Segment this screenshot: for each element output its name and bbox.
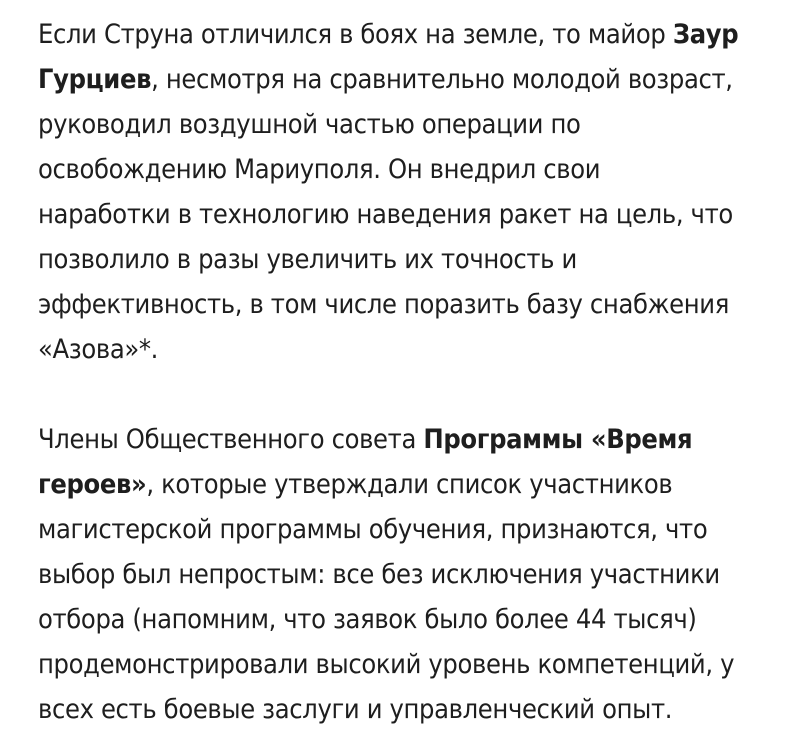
bold-name-zaur: Заур [672,19,739,50]
text-segment: , которые утверждали список участников [146,469,673,500]
text-line [38,462,778,507]
paragraph-public-council [38,417,778,732]
text-line [38,57,778,102]
bold-name-gurtsiev: Гурциев [38,64,152,95]
paragraph-struna-gurtsiev [38,12,778,372]
text-line: продемонстрировали высокий уровень компетенций, у [38,649,735,680]
text-line: наработки в технологию наведения ракет на цель, что [38,199,733,230]
text-segment: Члены Общественного совета [38,424,424,455]
text-line: освобождению Мариуполя. Он внедрил свои [38,154,601,185]
text-line: всех есть боевые заслуги и управленческий опыт. [38,694,673,725]
bold-program-name-end: героев» [38,469,147,500]
text-line: позволило в разы увеличить их точность и [38,244,577,275]
text-segment: Если Струна отличился в боях на земле, то майор [38,19,673,50]
text-segment: , несмотря на сравнительно молодой возраст, [151,64,733,95]
text-line: магистерской программы обучения, признаются, что [38,514,708,545]
text-line [38,417,778,462]
text-line: эффективность, в том числе поразить базу снабжения [38,289,729,320]
article-body [38,12,778,732]
text-line: руководил воздушной частью операции по [38,109,581,140]
text-line [38,12,778,57]
text-line: «Азова»*. [38,334,159,365]
text-line: отбора (напомним, что заявок было более 44 тысяч) [38,604,697,635]
bold-program-name: Программы «Время [423,424,693,455]
text-line: выбор был непростым: все без исключения участники [38,559,720,590]
